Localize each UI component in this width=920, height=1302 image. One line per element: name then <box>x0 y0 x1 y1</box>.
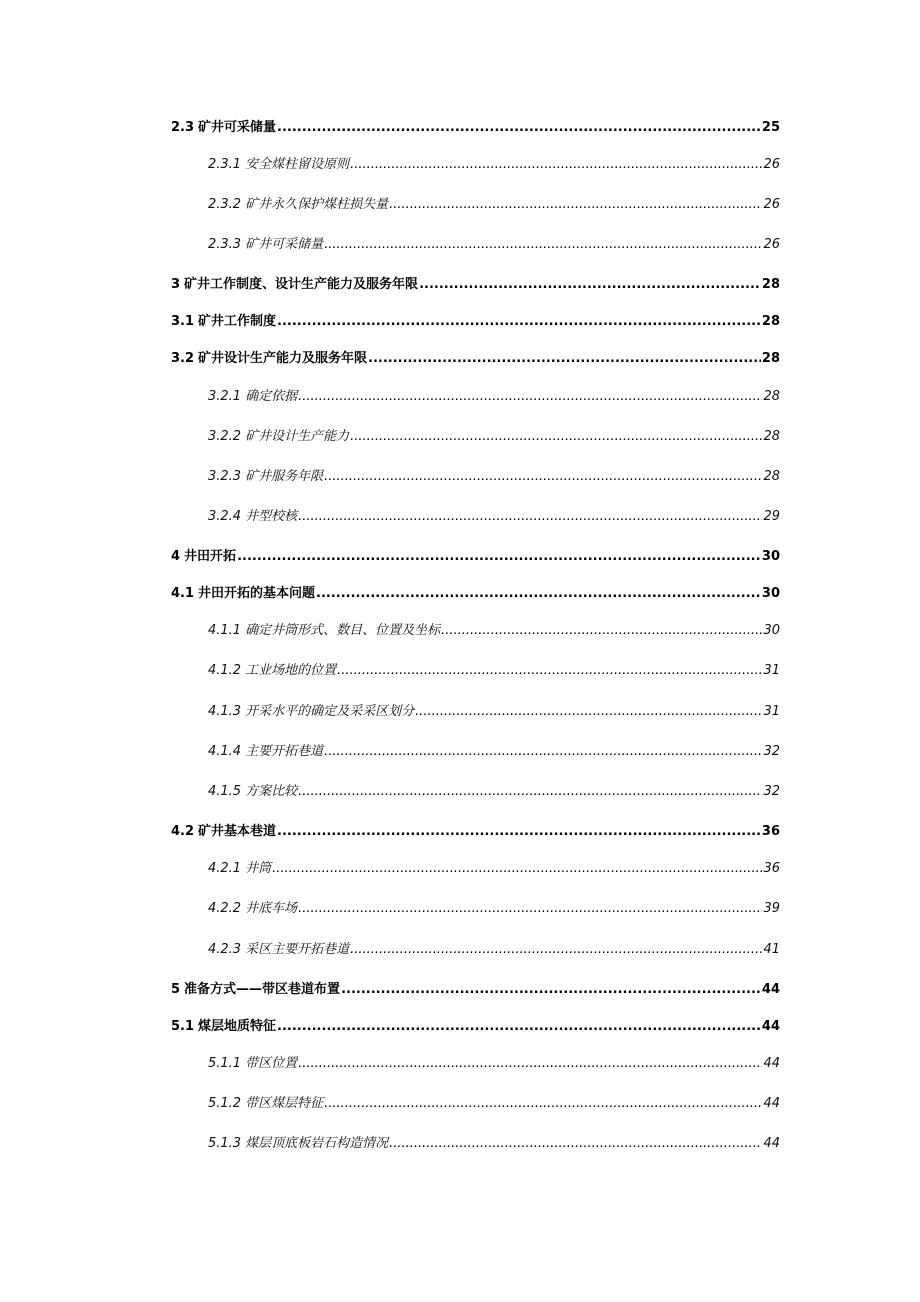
toc-entry[interactable] <box>208 468 780 486</box>
toc-dot-leader <box>341 981 761 999</box>
toc-dot-leader <box>324 1095 762 1113</box>
toc-entry-title: 确定井筒形式、数目、位置及坐标 <box>245 623 441 638</box>
toc-entry-number: 5.1.3 <box>208 1136 242 1151</box>
toc-entry-title: 矿井设计生产能力及服务年限 <box>198 351 368 366</box>
toc-dot-leader <box>389 196 762 214</box>
toc-entry-title: 确定依据 <box>245 389 298 404</box>
toc-dot-leader <box>298 783 762 801</box>
toc-entry-title: 煤层地质特征 <box>198 1019 277 1034</box>
toc-dot-leader <box>389 1135 762 1153</box>
toc-entry[interactable] <box>208 941 780 959</box>
toc-entry-title: 采区主要开拓巷道 <box>245 942 350 957</box>
toc-entry[interactable] <box>171 823 780 841</box>
toc-entry[interactable] <box>208 508 780 526</box>
toc-page-number: 26 <box>763 157 780 172</box>
toc-dot-leader <box>277 313 761 331</box>
toc-entry[interactable] <box>171 350 780 368</box>
toc-page-number: 31 <box>763 663 780 678</box>
toc-dot-leader <box>324 468 762 486</box>
toc-entry-number: 3.2.3 <box>208 469 242 484</box>
toc-dot-leader <box>350 156 762 174</box>
toc-page-number: 30 <box>763 623 780 638</box>
toc-entry-number: 5.1 <box>171 1019 195 1034</box>
toc-page-number: 29 <box>763 509 780 524</box>
toc-dot-leader <box>298 508 762 526</box>
toc-entry[interactable] <box>208 428 780 446</box>
toc-entry[interactable] <box>208 743 780 761</box>
toc-page-number: 44 <box>763 1136 780 1151</box>
toc-dot-leader <box>324 743 762 761</box>
toc-entry[interactable] <box>208 156 780 174</box>
toc-entry-title: 方案比较 <box>245 784 298 799</box>
toc-dot-leader <box>237 548 761 566</box>
toc-entry-title: 井筒 <box>245 861 272 876</box>
toc-dot-leader <box>350 941 762 959</box>
toc-entry-number: 4.2.1 <box>208 861 242 876</box>
toc-page-number: 32 <box>763 784 780 799</box>
toc-dot-leader <box>337 662 762 680</box>
toc-entry-number: 4.2 <box>171 824 195 839</box>
toc-entry-number: 3.2 <box>171 351 195 366</box>
toc-dot-leader <box>272 860 762 878</box>
toc-entry-title: 矿井工作制度、设计生产能力及服务年限 <box>184 277 419 292</box>
toc-dot-leader <box>419 276 761 294</box>
toc-entry-title: 井田开拓的基本问题 <box>198 586 316 601</box>
toc-entry-number: 4.1 <box>171 586 195 601</box>
toc-entry-title: 井田开拓 <box>184 549 237 564</box>
toc-entry[interactable] <box>171 276 780 294</box>
toc-entry-title: 矿井可采储量 <box>198 120 277 135</box>
toc-entry[interactable] <box>171 313 780 331</box>
toc-page-number: 36 <box>761 824 780 839</box>
toc-entry[interactable] <box>208 860 780 878</box>
toc-entry-number: 3.2.1 <box>208 389 242 404</box>
toc-entry-title: 矿井工作制度 <box>198 314 277 329</box>
toc-entry-number: 3.2.4 <box>208 509 242 524</box>
toc-entry-number: 4.1.1 <box>208 623 242 638</box>
toc-dot-leader <box>415 703 762 721</box>
toc-dot-leader <box>350 428 762 446</box>
toc-page-number: 36 <box>763 861 780 876</box>
toc-page-number: 26 <box>763 197 780 212</box>
toc-dot-leader <box>277 119 761 137</box>
toc-entry-number: 4 <box>171 549 181 564</box>
toc-entry-title: 带区煤层特征 <box>245 1096 324 1111</box>
toc-entry-title: 矿井基本巷道 <box>198 824 277 839</box>
toc-entry-number: 5.1.2 <box>208 1096 242 1111</box>
toc-entry-number: 4.2.3 <box>208 942 242 957</box>
toc-page-number: 31 <box>763 704 780 719</box>
toc-page-number: 28 <box>763 389 780 404</box>
toc-entry-title: 矿井服务年限 <box>245 469 324 484</box>
toc-entry[interactable] <box>208 783 780 801</box>
toc-page-number: 25 <box>761 120 780 135</box>
toc-dot-leader <box>298 900 762 918</box>
toc-dot-leader <box>441 622 762 640</box>
toc-entry[interactable] <box>208 622 780 640</box>
toc-entry-number: 2.3.3 <box>208 237 242 252</box>
toc-entry[interactable] <box>208 1055 780 1073</box>
toc-dot-leader <box>298 388 762 406</box>
toc-entry-number: 2.3.1 <box>208 157 242 172</box>
toc-page-number: 28 <box>761 314 780 329</box>
toc-entry-number: 4.1.5 <box>208 784 242 799</box>
toc-entry[interactable] <box>208 1135 780 1153</box>
toc-entry-title: 矿井设计生产能力 <box>245 429 350 444</box>
toc-page-number: 28 <box>761 277 780 292</box>
toc-entry-number: 5 <box>171 982 181 997</box>
toc-entry[interactable] <box>171 585 780 603</box>
toc-entry[interactable] <box>171 119 780 137</box>
toc-entry[interactable] <box>171 548 780 566</box>
toc-entry-title: 井底车场 <box>245 901 298 916</box>
toc-page-number: 44 <box>761 1019 780 1034</box>
toc-page-number: 28 <box>763 469 780 484</box>
toc-entry[interactable] <box>171 1018 780 1036</box>
toc-entry[interactable] <box>208 236 780 254</box>
toc-entry-title: 安全煤柱留设原则 <box>245 157 350 172</box>
toc-page-number: 44 <box>761 982 780 997</box>
toc-entry-number: 3.1 <box>171 314 195 329</box>
toc-page-number: 39 <box>763 901 780 916</box>
toc-entry-title: 开采水平的确定及采采区划分 <box>245 704 415 719</box>
toc-entry-title: 煤层顶底板岩石构造情况 <box>245 1136 389 1151</box>
toc-dot-leader <box>298 1055 762 1073</box>
toc-entry-title: 矿井可采储量 <box>245 237 324 252</box>
toc-dot-leader <box>277 1018 761 1036</box>
toc-dot-leader <box>316 585 761 603</box>
toc-entry[interactable] <box>208 196 780 214</box>
toc-entry[interactable] <box>171 981 780 999</box>
toc-page-number: 30 <box>761 549 780 564</box>
toc-entry-title: 工业场地的位置 <box>245 663 337 678</box>
toc-entry[interactable] <box>208 703 780 721</box>
toc-entry-number: 3.2.2 <box>208 429 242 444</box>
toc-entry-title: 井型校核 <box>245 509 298 524</box>
toc-page-number: 44 <box>763 1056 780 1071</box>
toc-entry-number: 4.1.2 <box>208 663 242 678</box>
toc-entry-title: 主要开拓巷道 <box>245 744 324 759</box>
toc-entry-title: 矿井永久保护煤柱损失量 <box>245 197 389 212</box>
toc-entry-title: 带区位置 <box>245 1056 298 1071</box>
toc-entry[interactable] <box>208 1095 780 1113</box>
toc-entry[interactable] <box>208 388 780 406</box>
toc-entry-title: 准备方式——带区巷道布置 <box>184 982 341 997</box>
toc-entry-number: 4.2.2 <box>208 901 242 916</box>
toc-entry-number: 4.1.3 <box>208 704 242 719</box>
toc-page-number: 44 <box>763 1096 780 1111</box>
toc-entry-number: 5.1.1 <box>208 1056 242 1071</box>
toc-entry-number: 2.3.2 <box>208 197 242 212</box>
toc-page-number: 28 <box>763 429 780 444</box>
toc-entry[interactable] <box>208 900 780 918</box>
toc-entry-number: 2.3 <box>171 120 195 135</box>
toc-dot-leader <box>324 236 762 254</box>
toc-page-number: 28 <box>761 351 780 366</box>
toc-dot-leader <box>368 350 761 368</box>
toc-dot-leader <box>277 823 761 841</box>
toc-page-number: 26 <box>763 237 780 252</box>
toc-page-number: 41 <box>763 942 780 957</box>
toc-entry-number: 4.1.4 <box>208 744 242 759</box>
toc-entry[interactable] <box>208 662 780 680</box>
toc-page-number: 30 <box>761 586 780 601</box>
toc-entry-number: 3 <box>171 277 181 292</box>
toc-page-number: 32 <box>763 744 780 759</box>
